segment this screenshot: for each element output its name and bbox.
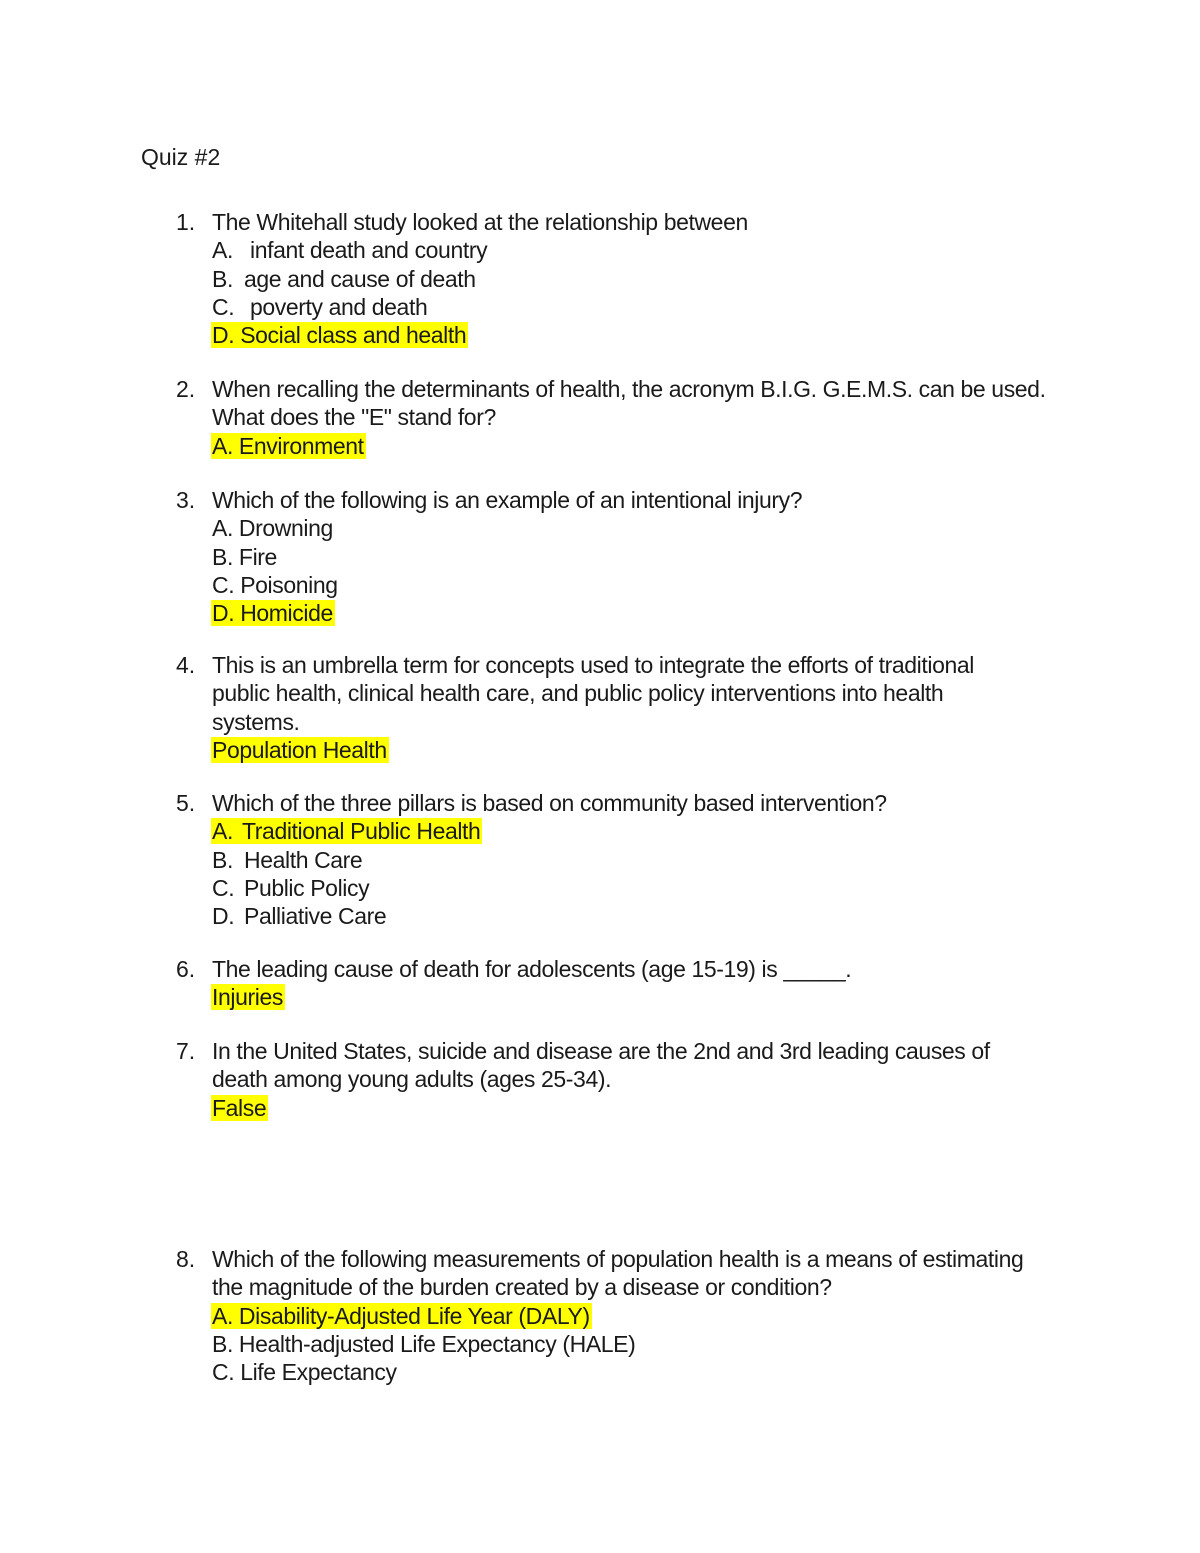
option-text: age and cause of death	[244, 265, 476, 292]
answer-option	[212, 265, 1092, 293]
option-text: Health Care	[244, 846, 363, 873]
answer-option	[212, 846, 1092, 874]
answer-option	[212, 236, 1092, 264]
question-text: death among young adults (ages 25-34).	[212, 1066, 612, 1093]
question-body	[212, 1037, 1092, 1122]
question-text: Which of the three pillars is based on community based intervention?	[212, 790, 887, 816]
answer-option: B. Fire	[212, 543, 277, 570]
highlighted-answer: A. Environment	[212, 432, 364, 459]
page-title: Quiz #2	[141, 144, 221, 170]
highlighted-answer: A. Disability-Adjusted Life Year (DALY)	[212, 1302, 590, 1329]
option-text: infant death and country	[250, 237, 488, 264]
answer-option	[212, 902, 1092, 930]
option-label: D.	[212, 903, 235, 930]
highlighted-answer: Population Health	[212, 736, 387, 763]
option-label: B.	[212, 846, 233, 873]
question-number: 3.	[176, 487, 196, 513]
answer-option: C. Life Expectancy	[212, 1359, 397, 1386]
question-number: 5.	[176, 790, 196, 816]
question-body	[212, 955, 1092, 1012]
highlighted-answer: D. Homicide	[212, 600, 333, 627]
question-text: systems.	[212, 708, 300, 735]
answer-option	[212, 293, 1092, 321]
question-body	[212, 651, 1092, 764]
highlighted-answer: False	[212, 1094, 267, 1121]
option-label: B.	[212, 265, 233, 292]
answer-option-correct	[212, 983, 1092, 1011]
question-text: What does the "E" stand for?	[212, 404, 496, 431]
question-number: 2.	[176, 376, 196, 402]
option-text: Public Policy	[244, 874, 370, 901]
answer-option	[212, 874, 1092, 902]
answer-option: B. Health-adjusted Life Expectancy (HALE)	[212, 1330, 636, 1357]
answer-option-correct	[212, 599, 1092, 627]
question-body	[212, 375, 1092, 460]
option-label: C.	[212, 293, 235, 320]
question-text: public health, clinical health care, and public policy interventions into health	[212, 680, 944, 707]
question-body	[212, 486, 1092, 627]
answer-option-correct	[212, 1302, 1092, 1330]
highlighted-answer	[211, 818, 482, 844]
option-label: C.	[212, 874, 235, 901]
option-text: Palliative Care	[244, 903, 387, 930]
answer-option-correct	[212, 321, 1092, 349]
question-text: Which of the following is an example of an intentional injury?	[212, 487, 803, 513]
answer-option-correct	[212, 432, 1092, 460]
option-label: A.	[212, 237, 233, 264]
question-number: 8.	[176, 1246, 196, 1272]
question-text: In the United States, suicide and disease are the 2nd and 3rd leading causes of	[212, 1038, 990, 1064]
highlighted-answer: D. Social class and health	[212, 322, 467, 349]
question-number: 6.	[176, 956, 196, 982]
option-text: Traditional Public Health	[242, 818, 481, 845]
question-text: The Whitehall study looked at the relationship between	[212, 209, 748, 235]
answer-option-correct	[212, 1094, 1092, 1122]
question-text: This is an umbrella term for concepts used to integrate the efforts of traditional	[212, 652, 974, 678]
answer-option-correct	[212, 736, 1092, 764]
highlighted-answer: Injuries	[212, 984, 283, 1011]
answer-option-correct	[212, 817, 1092, 845]
question-number: 4.	[176, 652, 196, 678]
question-number: 1.	[176, 209, 196, 235]
answer-option: C. Poisoning	[212, 571, 338, 598]
question-body	[212, 789, 1092, 930]
question-text: When recalling the determinants of health, the acronym B.I.G. G.E.M.S. can be used.	[212, 376, 1046, 402]
option-text: poverty and death	[250, 293, 428, 320]
answer-option: A. Drowning	[212, 515, 333, 542]
option-label: A.	[212, 818, 233, 845]
question-body	[212, 1245, 1092, 1386]
question-number: 7.	[176, 1038, 196, 1064]
question-body	[212, 208, 1092, 349]
question-text: the magnitude of the burden created by a disease or condition?	[212, 1274, 832, 1301]
question-text: Which of the following measurements of population health is a means of estimating	[212, 1246, 1024, 1272]
question-text: The leading cause of death for adolescents (age 15-19) is _____.	[212, 956, 852, 982]
